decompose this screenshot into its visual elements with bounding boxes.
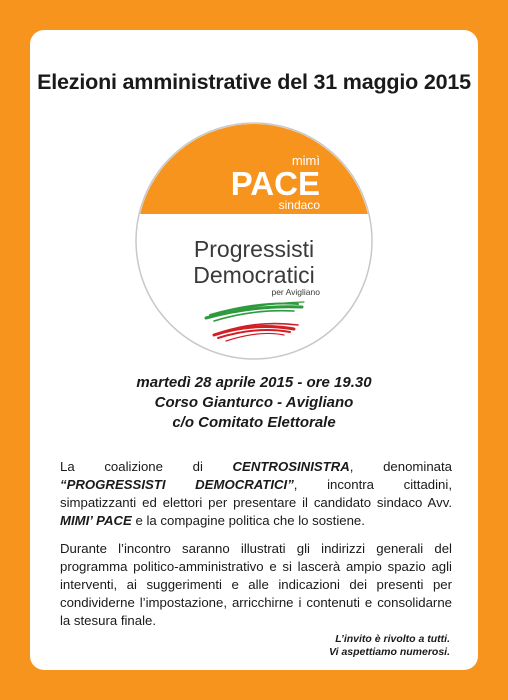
logo-mimi: mimì (291, 153, 320, 168)
flyer-card (30, 30, 478, 670)
p1-party-name: “PROGRESSISTI DEMOCRATICI” (60, 477, 294, 492)
event-date: martedì 28 aprile 2015 - ore 19.30 (136, 374, 372, 391)
logo-sindaco: sindaco (278, 198, 320, 212)
p1-text-g: e la compagine politica che lo sostiene. (131, 513, 365, 528)
logo-per-avigliano: per Avigliano (271, 287, 320, 297)
paragraph-2: Durante l’incontro saranno illustrati gli indirizzi generali del programma politico-amministrativo e si lascerà ampio spazio agli interventi, ai suggerimenti e alle indicazioni dei presenti per condividerne l’impostazione, arricchirne i contenuti e consolidarne la stesura finale. (60, 541, 452, 628)
p1-text-c: , denominata (349, 459, 452, 474)
logo-pace: PACE (230, 165, 320, 202)
closing-line-1: L’invito è rivolto a tutti. (335, 633, 450, 645)
page-title: Elezioni amministrative del 31 maggio 2015 (37, 70, 471, 94)
p1-text-e: , incontra cittadini, simpatizzanti ed elettori per presentare il candidato sindaco Avv. (60, 477, 452, 510)
event-venue: c/o Comitato Elettorale (172, 414, 336, 431)
body-text (60, 458, 452, 640)
p1-centrosinistra: CENTROSINISTRA (232, 459, 350, 474)
closing-note (329, 633, 450, 659)
p1-text-a: La coalizione di (60, 459, 233, 474)
paragraph-1 (60, 458, 452, 530)
logo-progressisti: Progressisti (193, 236, 315, 262)
p1-candidate-name: MIMI’ PACE (60, 513, 132, 528)
closing-line-2: Vi aspettiamo numerosi. (329, 646, 450, 658)
logo-democratici: Democratici (193, 262, 315, 288)
event-details (30, 373, 478, 433)
party-logo (134, 121, 374, 361)
event-place: Corso Gianturco - Avigliano (154, 394, 354, 411)
